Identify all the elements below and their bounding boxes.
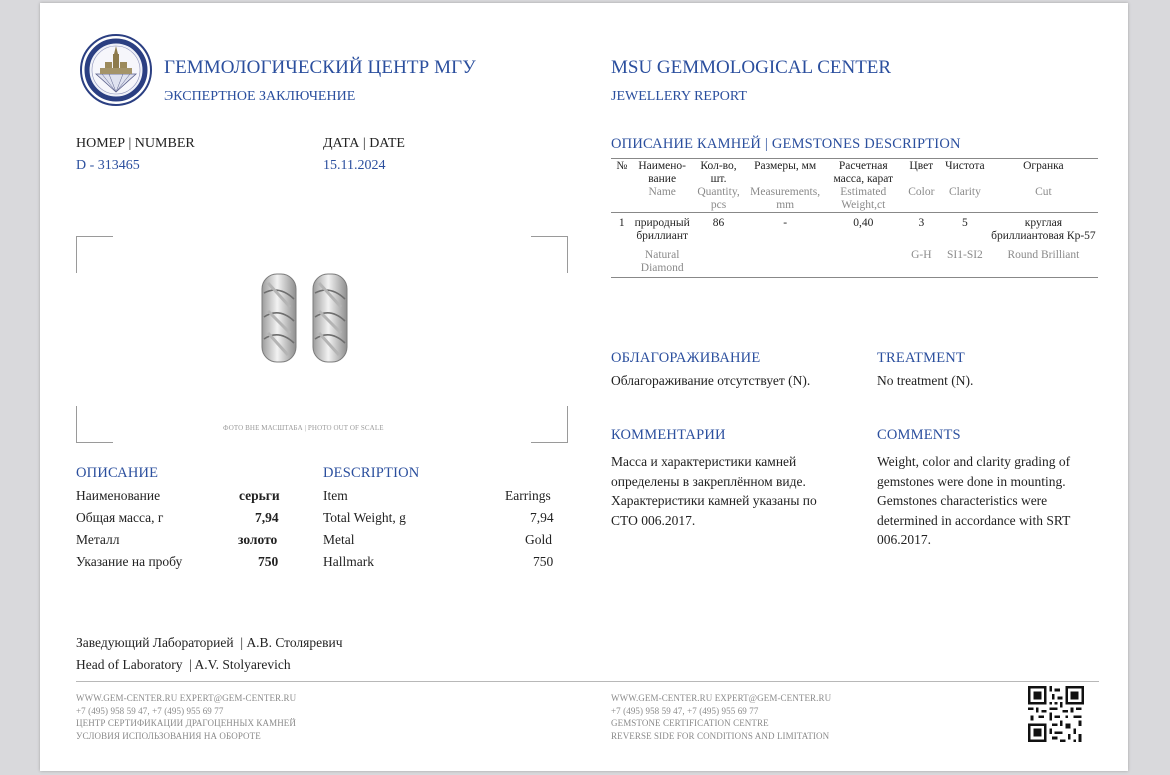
- gem-header-en: Name: [648, 186, 676, 198]
- footer-ru-line: WWW.GEM-CENTER.RU EXPERT@GEM-CENTER.RU: [76, 693, 297, 703]
- doc-type-en: JEWELLERY REPORT: [611, 89, 747, 104]
- gem-header-en: Estimated Weight,ct: [840, 186, 887, 211]
- photo-frame-corner: [531, 236, 568, 273]
- desc-ru-label-3: Указание на пробу: [76, 554, 183, 569]
- doc-type-ru: ЭКСПЕРТНОЕ ЗАКЛЮЧЕНИЕ: [164, 89, 356, 104]
- treatment-title-ru: ОБЛАГОРАЖИВАНИЕ: [611, 350, 761, 366]
- footer-en-line: WWW.GEM-CENTER.RU EXPERT@GEM-CENTER.RU: [611, 693, 832, 703]
- signature-en: Head of Laboratory | A.V. Stolyarevich: [76, 657, 291, 672]
- gem-header-en: [611, 186, 633, 213]
- photo-caption: ФОТО ВНЕ МАСШТАБА | PHOTO OUT OF SCALE: [223, 424, 384, 432]
- gem-cell: природный бриллиант: [634, 217, 690, 242]
- comments-text-ru: Масса и характеристики камней определены в закреплённом виде. Характеристики камней указаны по СТО 006.2017.: [611, 454, 817, 528]
- desc-en-value-3: 750: [533, 554, 554, 569]
- description-ru-title: ОПИСАНИЕ: [76, 465, 159, 481]
- org-title-ru: ГЕММОЛОГИЧЕСКИЙ ЦЕНТР МГУ: [164, 57, 476, 78]
- comments-title-ru: КОММЕНТАРИИ: [611, 427, 726, 443]
- gem-cell: 3: [918, 217, 925, 229]
- gem-header-ru: Чистота: [945, 160, 985, 172]
- desc-en-label-3: Hallmark: [323, 554, 374, 569]
- footer-ru-line: ЦЕНТР СЕРТИФИКАЦИИ ДРАГОЦЕННЫХ КАМНЕЙ: [76, 718, 296, 728]
- earrings-photo: [256, 271, 354, 367]
- footer-en-line: REVERSE SIDE FOR CONDITIONS AND LIMITATION: [611, 730, 830, 741]
- report-date: 15.11.2024: [323, 158, 386, 173]
- photo-frame-corner: [76, 406, 113, 443]
- comments-text-en: Weight, color and clarity grading of gemstones were done in mounting. Gemstones characteristics were determined in accordance with SRT 006.2017.: [877, 454, 1071, 547]
- gemstones-top-rule: [611, 158, 1098, 159]
- footer-en-line: +7 (495) 958 59 47, +7 (495) 955 69 77: [611, 705, 759, 716]
- gem-cell-en: [611, 243, 633, 278]
- gem-header-en: Measurements, mm: [750, 186, 821, 211]
- photo-frame-corner: [531, 406, 568, 443]
- gem-header-ru: №: [616, 160, 628, 172]
- treatment-text-en: No treatment (N).: [877, 373, 974, 388]
- desc-ru-value-3: 750: [258, 554, 279, 569]
- gem-cell-en: [745, 243, 825, 278]
- desc-ru-value-0: серьги: [239, 488, 280, 503]
- photo-frame-corner: [76, 236, 113, 273]
- footer-en: [611, 692, 831, 742]
- treatment-text-ru: Облагораживание отсутствует (N).: [611, 373, 811, 388]
- gem-cell: круглая бриллиантовая Кр-57: [991, 217, 1096, 242]
- gem-header-ru: Размеры, мм: [754, 160, 817, 172]
- gem-header-ru: Кол-во, шт.: [700, 160, 737, 185]
- msu-logo-icon: [80, 34, 152, 106]
- desc-ru-label-0: Наименование: [76, 488, 161, 503]
- desc-en-label-2: Metal: [323, 532, 355, 547]
- gemstones-title: ОПИСАНИЕ КАМНЕЙ | GEMSTONES DESCRIPTION: [611, 136, 961, 152]
- gem-header-en: Color: [908, 186, 935, 198]
- gem-header-en: Clarity: [948, 186, 981, 198]
- footer-ru-line: УСЛОВИЯ ИСПОЛЬЗОВАНИЯ НА ОБОРОТЕ: [76, 730, 261, 741]
- gem-header-ru: Расчетная масса, карат: [833, 160, 894, 185]
- footer-rule: [76, 681, 1099, 682]
- description-en-title: DESCRIPTION: [323, 465, 420, 481]
- gem-header-en: Cut: [1035, 186, 1052, 198]
- number-label: НОМЕР | NUMBER: [76, 136, 195, 151]
- gem-cell-en: Natural Diamond: [640, 249, 684, 274]
- gem-cell-en: G-H: [911, 249, 932, 261]
- gem-header-ru: Огранка: [1023, 160, 1064, 172]
- gem-cell: 5: [962, 217, 968, 229]
- desc-en-value-2: Gold: [525, 532, 552, 547]
- footer-ru-line: +7 (495) 958 59 47, +7 (495) 955 69 77: [76, 705, 224, 716]
- gem-cell: -: [783, 217, 788, 229]
- desc-en-label-1: Total Weight, g: [323, 510, 406, 525]
- gem-cell-en: [825, 243, 902, 278]
- qr-code-icon: [1028, 686, 1084, 742]
- footer-en-line: GEMSTONE CERTIFICATION CENTRE: [611, 718, 769, 728]
- gem-header-en: Quantity, pcs: [697, 186, 740, 211]
- gem-header-ru: Цвет: [909, 160, 934, 172]
- comments-title-en: COMMENTS: [877, 427, 961, 443]
- desc-ru-value-1: 7,94: [255, 510, 279, 525]
- report-sheet: [40, 3, 1128, 771]
- gem-cell: 0,40: [853, 217, 874, 229]
- gem-cell-en: SI1-SI2: [947, 249, 983, 261]
- desc-en-value-1: 7,94: [530, 510, 554, 525]
- desc-ru-label-2: Металл: [76, 532, 120, 547]
- treatment-title-en: TREATMENT: [877, 350, 965, 366]
- signature-ru: Заведующий Лабораторией | А.В. Столяревич: [76, 635, 343, 650]
- gem-cell: 86: [712, 217, 725, 229]
- org-title-en: MSU GEMMOLOGICAL CENTER: [611, 57, 892, 78]
- date-label: ДАТА | DATE: [323, 136, 405, 151]
- footer-ru: [76, 692, 296, 742]
- desc-en-label-0: Item: [323, 488, 348, 503]
- desc-en-value-0: Earrings: [505, 488, 551, 503]
- gem-cell-en: [692, 243, 746, 278]
- gemstones-table: [611, 160, 1098, 278]
- desc-ru-label-1: Общая масса, г: [76, 510, 164, 525]
- report-number: D - 313465: [76, 158, 140, 173]
- gem-header-ru: Наимено-вание: [638, 160, 687, 185]
- desc-ru-value-2: золото: [238, 532, 278, 547]
- gem-cell-en: Round Brilliant: [1007, 249, 1080, 261]
- gem-cell: 1: [618, 217, 625, 229]
